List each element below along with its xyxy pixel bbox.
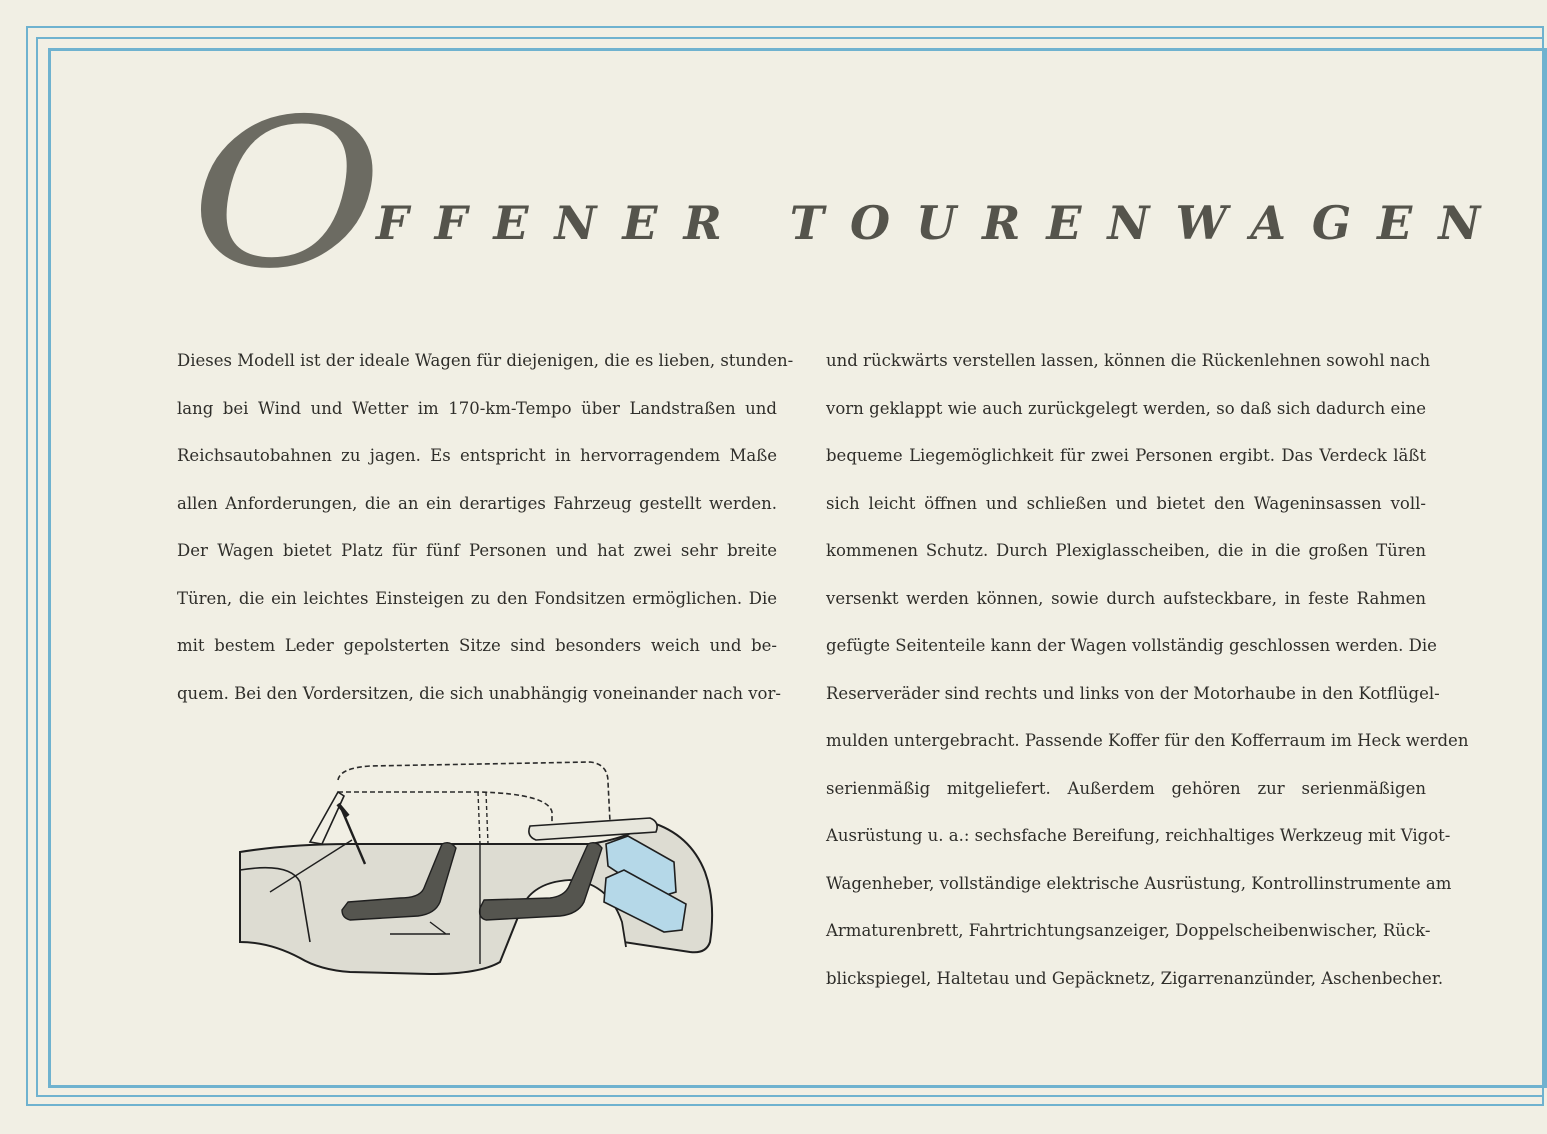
title-rest: FFENER TOURENWAGEN xyxy=(376,196,1507,250)
door-window-outline xyxy=(338,792,552,834)
text-line: allen Anforderungen, die an ein derartiges Fahrzeug gestellt werden. xyxy=(177,493,777,513)
text-line: kommenen Schutz. Durch Plexiglasscheiben, die in die großen Türen xyxy=(826,541,1426,560)
car-cutaway-illustration xyxy=(230,752,730,987)
text-line: Armaturenbrett, Fahrtrichtungsanzeiger, Doppelscheibenwischer, Rück- xyxy=(826,921,1431,940)
text-line: gefügte Seitenteile kann der Wagen vollständig geschlossen werden. Die xyxy=(826,636,1437,655)
text-line: Dieses Modell ist der ideale Wagen für diejenigen, die es lieben, stunden- xyxy=(177,351,794,370)
text-line: bequeme Liegemöglichkeit für zwei Personen ergibt. Das Verdeck läßt xyxy=(826,446,1426,465)
left-text-column xyxy=(177,337,794,717)
text-line: vorn geklappt wie auch zurückgelegt werden, so daß sich dadurch eine xyxy=(826,398,1426,418)
text-line: Türen, die ein leichtes Einsteigen zu den Fondsitzen ermöglichen. Die xyxy=(177,588,777,608)
text-line: Reichsautobahnen zu jagen. Es entspricht in hervorragendem Maße xyxy=(177,446,777,465)
text-line: und rückwärts verstellen lassen, können die Rückenlehnen sowohl nach xyxy=(826,351,1431,370)
windshield-frame xyxy=(310,792,344,844)
text-line: sich leicht öffnen und schließen und bietet den Wageninsassen voll- xyxy=(826,493,1426,513)
text-line: Wagenheber, vollständige elektrische Ausrüstung, Kontrollinstrumente am xyxy=(826,873,1452,893)
text-line: Ausrüstung u. a.: sechsfache Bereifung, reichhaltiges Werkzeug mit Vigot- xyxy=(826,826,1451,845)
text-line: blickspiegel, Haltetau und Gepäcknetz, Zigarrenanzünder, Aschenbecher. xyxy=(826,968,1444,988)
title-initial: O xyxy=(190,76,384,314)
text-line: Reserveräder sind rechts und links von der Motorhaube in den Kotflügel- xyxy=(826,683,1440,703)
page-title xyxy=(190,76,1507,314)
b-pillar-outline xyxy=(478,792,488,844)
text-line: lang bei Wind und Wetter im 170-km-Tempo über Landstraßen und xyxy=(177,398,777,418)
text-line: versenkt werden können, sowie durch aufsteckbare, in feste Rahmen xyxy=(826,588,1426,608)
text-line: mit bestem Leder gepolsterten Sitze sind besonders weich und be- xyxy=(177,636,777,655)
text-line: Der Wagen bietet Platz für fünf Personen und hat zwei sehr breite xyxy=(177,541,777,560)
right-text-column xyxy=(826,337,1469,1002)
text-line: serienmäßig mitgeliefert. Außerdem gehören zur serienmäßigen xyxy=(826,778,1426,798)
text-line: quem. Bei den Vordersitzen, die sich unabhängig voneinander nach vor- xyxy=(177,683,781,703)
text-line: mulden untergebracht. Passende Koffer für den Kofferraum im Heck werden xyxy=(826,731,1469,750)
